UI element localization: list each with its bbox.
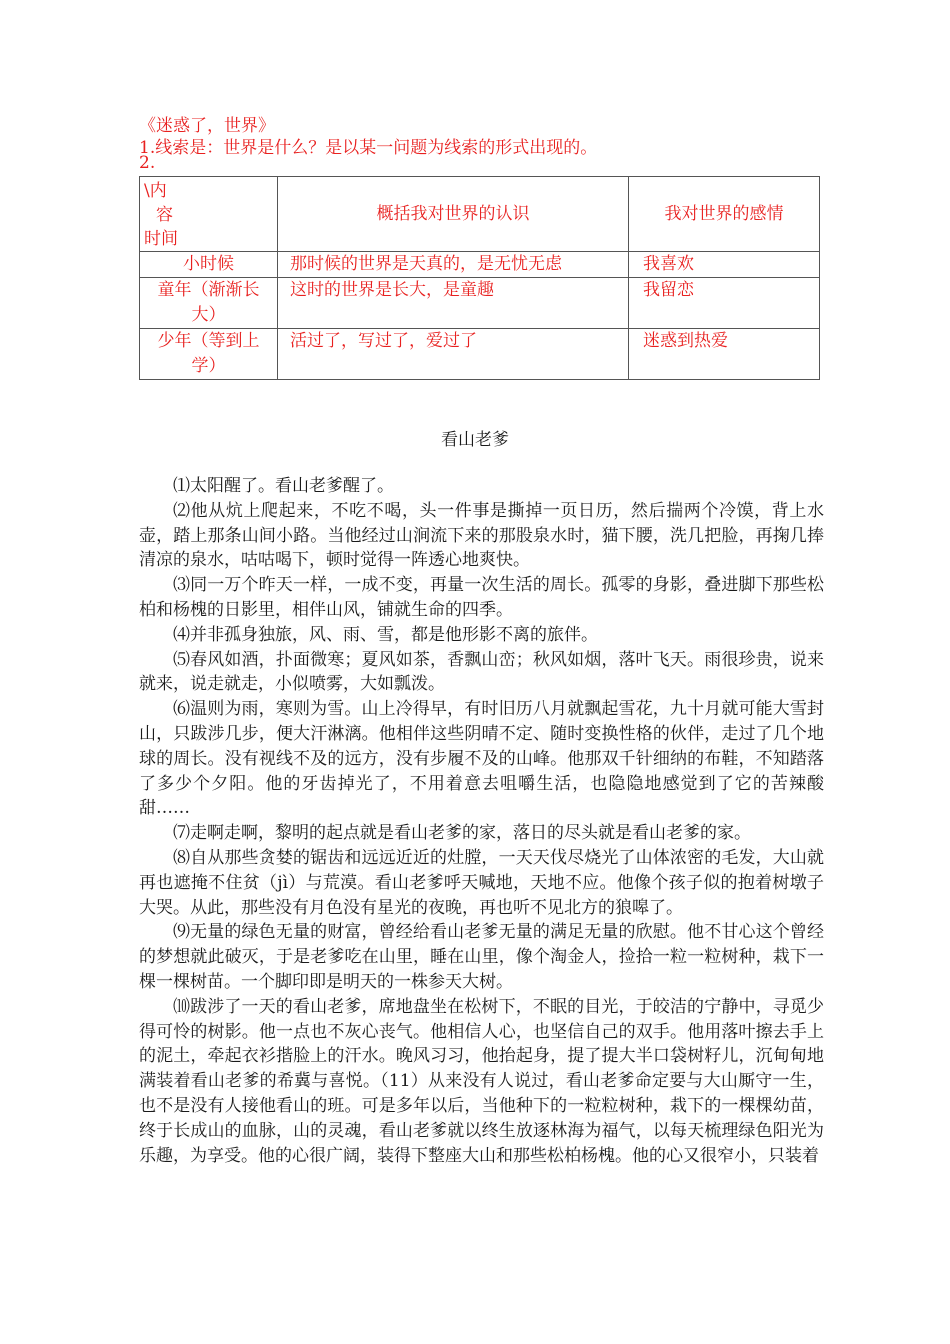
paragraph: ⑴太阳醒了。看山老爹醒了。: [173, 476, 394, 496]
answer-line-2: 2.: [139, 153, 156, 173]
paragraph: ⑻自从那些贪婪的锯齿和远远近近的灶膛，一天天伐尽烧光了山体浓密的毛发，大山就再也遮掩不住贫（jì）与荒漠。看山老爹呼天喊地，天地不应。他像个孩子似的抱着树墩子大哭。从此，那些没有月色没有星光的夜晚，再也听不见北方的狼嗥了。: [139, 847, 824, 918]
corner-label: 容: [156, 205, 173, 225]
table-header-row: [140, 177, 820, 252]
table-row: [140, 329, 820, 380]
cognition-cell: 活过了，写过了，爱过了: [278, 329, 629, 380]
feeling-cell: 我留恋: [629, 278, 820, 329]
article-body: [139, 474, 824, 1168]
cognition-cell: 那时候的世界是天真的，是无忧无虑: [278, 252, 629, 278]
cognition-cell: 这时的世界是长大，是童趣: [278, 278, 629, 329]
paragraph: ⑹温则为雨，寒则为雪。山上冷得早，有时旧历八月就飘起雪花，九十月就可能大雪封山，只跋涉几步，便大汗淋漓。他相伴这些阴晴不定、随时变换性格的伙伴，走过了几个地球的周长。没有视线不及的远方，没有步履不及的山峰。他那双千针细纳的布鞋，不知踏落了多少个夕阳。他的牙齿掉光了，不用着意去咀嚼生活，也隐隐地感觉到了它的苦辣酸甜……: [139, 699, 824, 819]
worksheet-title: 《迷惑了，世界》: [139, 116, 275, 136]
paragraph: ⑼无量的绿色无量的财富，曾经给看山老爹无量的满足无量的欣慰。他不甘心这个曾经的梦想就此破灭，于是老爹吃在山里，睡在山里，像个淘金人，捡拾一粒一粒树种，栽下一棵一棵树苗。一个脚印即是明天的一株参天大树。: [139, 922, 824, 992]
answer-line-1: 1.线索是：世界是什么？是以某一问题为线索的形式出现的。: [139, 138, 598, 158]
corner-label: \内: [144, 181, 167, 201]
paragraph: ⑶同一万个昨天一样，一成不变，再量一次生活的周长。孤零的身影，叠进脚下那些松柏和杨槐的日影里，相伴山风，铺就生命的四季。: [139, 575, 824, 620]
table-row: [140, 252, 820, 278]
corner-cell: [140, 177, 278, 252]
paragraph: ⑸春风如酒，扑面微寒；夏风如茶，香飘山峦；秋风如烟，落叶飞天。雨很珍贵，说来就来，说走就走，小似喷雾，大如瓢泼。: [139, 649, 824, 695]
feeling-cell: 迷惑到热爱: [629, 329, 820, 380]
corner-label: 时间: [144, 229, 178, 249]
time-cell: 少年（等到上学）: [140, 329, 278, 380]
table-row: [140, 278, 820, 329]
answer-table: [139, 176, 820, 380]
paragraph: ⑵他从炕上爬起来，不吃不喝，头一件事是撕掉一页日历，然后揣两个冷馍，背上水壶，踏上那条山间小路。当他经过山涧流下来的那股泉水时，猫下腰，洗几把脸，再掬几捧清凉的泉水，咕咕喝下，顿时觉得一阵透心地爽快。: [139, 500, 824, 571]
column-header: 概括我对世界的认识: [278, 177, 629, 252]
paragraph: ⑷并非孤身独旅，风、雨、雪，都是他形影不离的旅伴。: [173, 624, 598, 645]
article-title: 看山老爹: [441, 430, 509, 450]
time-cell: 小时候: [140, 252, 278, 278]
time-cell: 童年（渐渐长大）: [140, 278, 278, 329]
paragraph: ⑽跋涉了一天的看山老爹，席地盘坐在松树下，不眠的目光，于皎洁的宁静中，寻觅少得可怜的树影。他一点也不灰心丧气。他相信人心，也坚信自己的双手。他用落叶擦去手上的泥土，牵起衣衫揩脸上的汗水。晚风习习，他抬起身，提了提大半口袋树籽儿，沉甸甸地满装着看山老爹的希冀与喜悦。（11）从来没有人说过，看山老爹命定要与大山厮守一生，也不是没有人接他看山的班。可是多年以后，当他种下的一粒粒树种，栽下的一棵棵幼苗，终于长成山的血脉，山的灵魂，看山老爹就以终生放逐林海为福气，以每天梳理绿色阳光为乐趣，为享受。他的心很广阔，装得下整座大山和那些松柏杨槐。他的心又很窄小，只装着: [139, 996, 824, 1166]
feeling-cell: 我喜欢: [629, 252, 820, 278]
column-header: 我对世界的感情: [629, 177, 820, 252]
paragraph: ⑺走啊走啊，黎明的起点就是看山老爹的家，落日的尽头就是看山老爹的家。: [173, 823, 751, 844]
